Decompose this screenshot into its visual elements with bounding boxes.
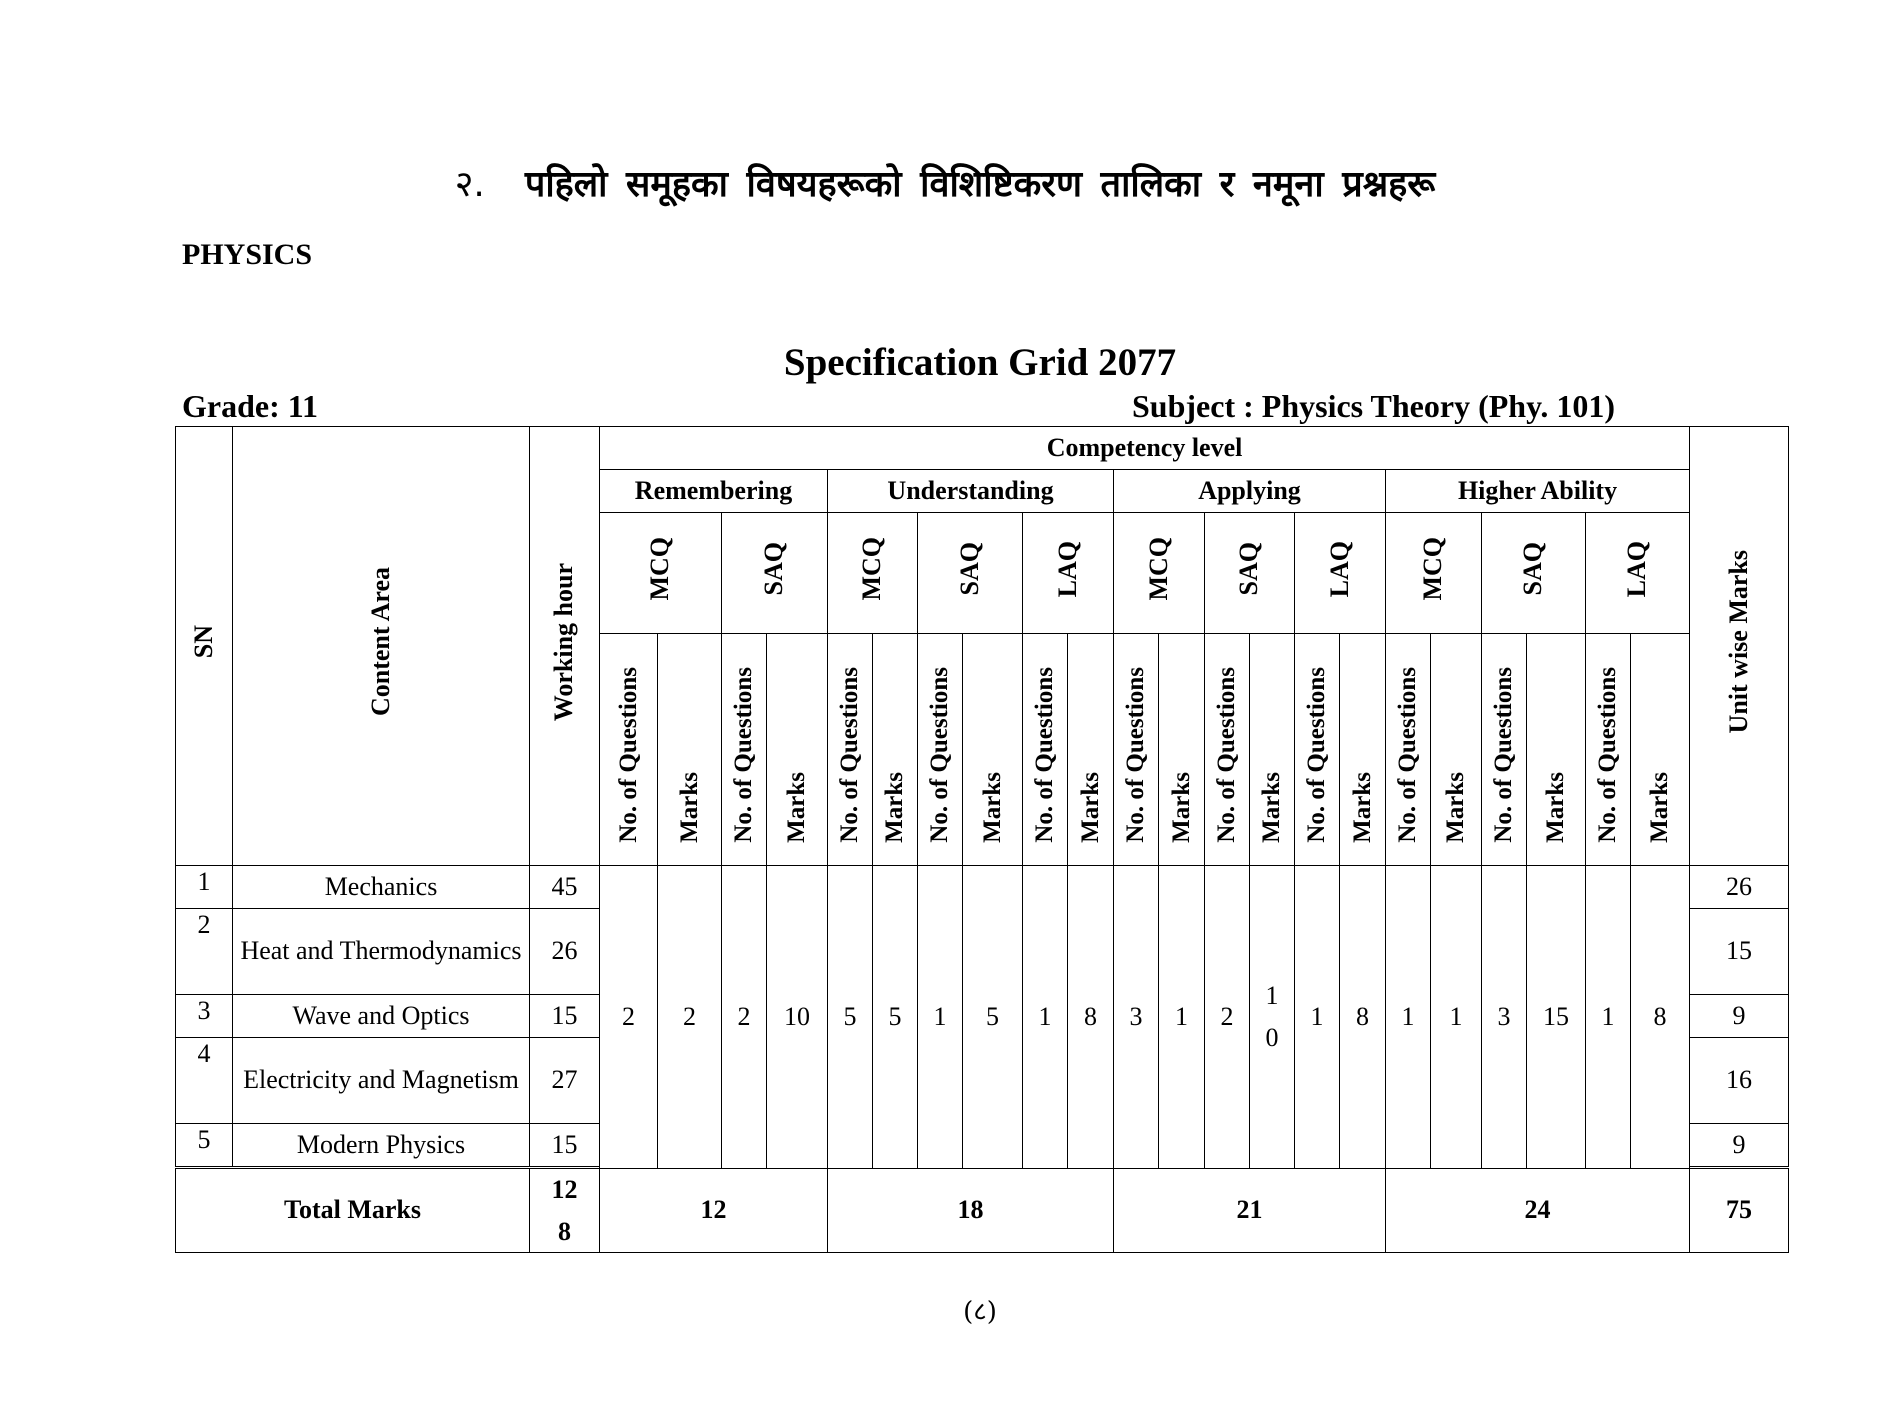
marks-header: Marks	[1340, 634, 1386, 866]
row-content-area: Modern Physics	[233, 1124, 530, 1167]
page-number: (८)	[963, 1297, 997, 1327]
no-of-questions-header: No. of Questions	[918, 634, 963, 866]
value-cell: 1	[1431, 866, 1482, 1169]
level-applying: Applying	[1114, 470, 1386, 513]
no-of-questions-header: No. of Questions	[1023, 634, 1068, 866]
row-working-hour: 26	[530, 909, 600, 995]
no-of-questions-header: No. of Questions	[1386, 634, 1431, 866]
row-sn: 2	[176, 909, 233, 995]
marks-header: Marks	[1631, 634, 1690, 866]
total-applying: 21	[1114, 1169, 1386, 1253]
value-cell: 1	[1159, 866, 1205, 1169]
section-number: २.	[454, 164, 485, 205]
unit-wise-marks-header: Unit wise Marks	[1690, 427, 1789, 866]
value-cell: 2	[658, 866, 722, 1169]
no-of-questions-header: No. of Questions	[1205, 634, 1250, 866]
value-cell: 2	[722, 866, 767, 1169]
row-working-hour: 27	[530, 1038, 600, 1124]
marks-header: Marks	[1527, 634, 1586, 866]
row-unit-marks: 9	[1690, 1124, 1789, 1167]
subject-label: PHYSICS	[182, 238, 313, 271]
row-unit-marks: 15	[1690, 909, 1789, 995]
qtype-understanding-laq: LAQ	[1023, 513, 1114, 634]
value-cell: 5	[963, 866, 1023, 1169]
total-unit-marks: 75	[1690, 1169, 1789, 1253]
total-working-hours: 128	[530, 1169, 600, 1253]
qtype-understanding-mcq: MCQ	[828, 513, 918, 634]
marks-header: Marks	[658, 634, 722, 866]
qtype-higher-saq: SAQ	[1482, 513, 1586, 634]
row-content-area: Heat and Thermodynamics	[233, 909, 530, 995]
total-understanding: 18	[828, 1169, 1114, 1253]
row-sn: 3	[176, 995, 233, 1038]
qtype-higher-laq: LAQ	[1586, 513, 1690, 634]
marks-header: Marks	[1250, 634, 1295, 866]
row-working-hour: 45	[530, 866, 600, 909]
value-cell: 8	[1340, 866, 1386, 1169]
row-sn: 5	[176, 1124, 233, 1167]
value-cell: 3	[1482, 866, 1527, 1169]
value-cell: 8	[1068, 866, 1114, 1169]
row-working-hour: 15	[530, 995, 600, 1038]
value-cell: 1	[1386, 866, 1431, 1169]
marks-header: Marks	[873, 634, 918, 866]
value-cell: 1	[1023, 866, 1068, 1169]
value-cell: 5	[828, 866, 873, 1169]
qtype-remembering-mcq: MCQ	[600, 513, 722, 634]
row-unit-marks: 26	[1690, 866, 1789, 909]
no-of-questions-header: No. of Questions	[1586, 634, 1631, 866]
qtype-applying-saq: SAQ	[1205, 513, 1295, 634]
total-remembering: 12	[600, 1169, 828, 1253]
no-of-questions-header: No. of Questions	[1114, 634, 1159, 866]
value-cell: 3	[1114, 866, 1159, 1169]
qtype-understanding-saq: SAQ	[918, 513, 1023, 634]
content-area-header: Content Area	[233, 427, 530, 866]
qtype-applying-laq: LAQ	[1295, 513, 1386, 634]
grade-label: Grade: 11	[182, 388, 318, 424]
row-content-area: Electricity and Magnetism	[233, 1038, 530, 1124]
value-cell: 5	[873, 866, 918, 1169]
value-cell: 10	[767, 866, 828, 1169]
value-cell: 10	[1250, 866, 1295, 1169]
no-of-questions-header: No. of Questions	[722, 634, 767, 866]
total-marks-label: Total Marks	[176, 1169, 530, 1253]
marks-header: Marks	[1068, 634, 1114, 866]
no-of-questions-header: No. of Questions	[1482, 634, 1527, 866]
row-sn: 1	[176, 866, 233, 909]
row-unit-marks: 16	[1690, 1038, 1789, 1124]
subject-label-detail: Subject : Physics Theory (Phy. 101)	[1132, 388, 1615, 424]
value-cell: 2	[600, 866, 658, 1169]
section-heading	[0, 158, 1890, 207]
competency-level-header: Competency level	[600, 427, 1690, 470]
marks-header: Marks	[1159, 634, 1205, 866]
working-hour-header: Working hour	[530, 427, 600, 866]
value-cell: 1	[1586, 866, 1631, 1169]
level-remembering: Remembering	[600, 470, 828, 513]
marks-header: Marks	[963, 634, 1023, 866]
value-cell: 2	[1205, 866, 1250, 1169]
grid-title: Specification Grid 2077	[783, 341, 1177, 384]
no-of-questions-header: No. of Questions	[600, 634, 658, 866]
row-sn: 4	[176, 1038, 233, 1124]
specification-grid	[175, 426, 1789, 1253]
row-unit-marks: 9	[1690, 995, 1789, 1038]
row-content-area: Wave and Optics	[233, 995, 530, 1038]
value-cell: 8	[1631, 866, 1690, 1169]
no-of-questions-header: No. of Questions	[1295, 634, 1340, 866]
value-cell: 15	[1527, 866, 1586, 1169]
sn-header: SN	[176, 427, 233, 866]
no-of-questions-header: No. of Questions	[828, 634, 873, 866]
section-title: पहिलो समूहका विषयहरूको विशिष्टिकरण तालिका र नमूना प्रश्नहरू	[524, 164, 1436, 205]
level-understanding: Understanding	[828, 470, 1114, 513]
qtype-higher-mcq: MCQ	[1386, 513, 1482, 634]
marks-header: Marks	[1431, 634, 1482, 866]
value-cell: 1	[918, 866, 963, 1169]
qtype-applying-mcq: MCQ	[1114, 513, 1205, 634]
value-cell: 1	[1295, 866, 1340, 1169]
qtype-remembering-saq: SAQ	[722, 513, 828, 634]
total-higher-ability: 24	[1386, 1169, 1690, 1253]
level-higher-ability: Higher Ability	[1386, 470, 1690, 513]
row-working-hour: 15	[530, 1124, 600, 1167]
marks-header: Marks	[767, 634, 828, 866]
row-content-area: Mechanics	[233, 866, 530, 909]
